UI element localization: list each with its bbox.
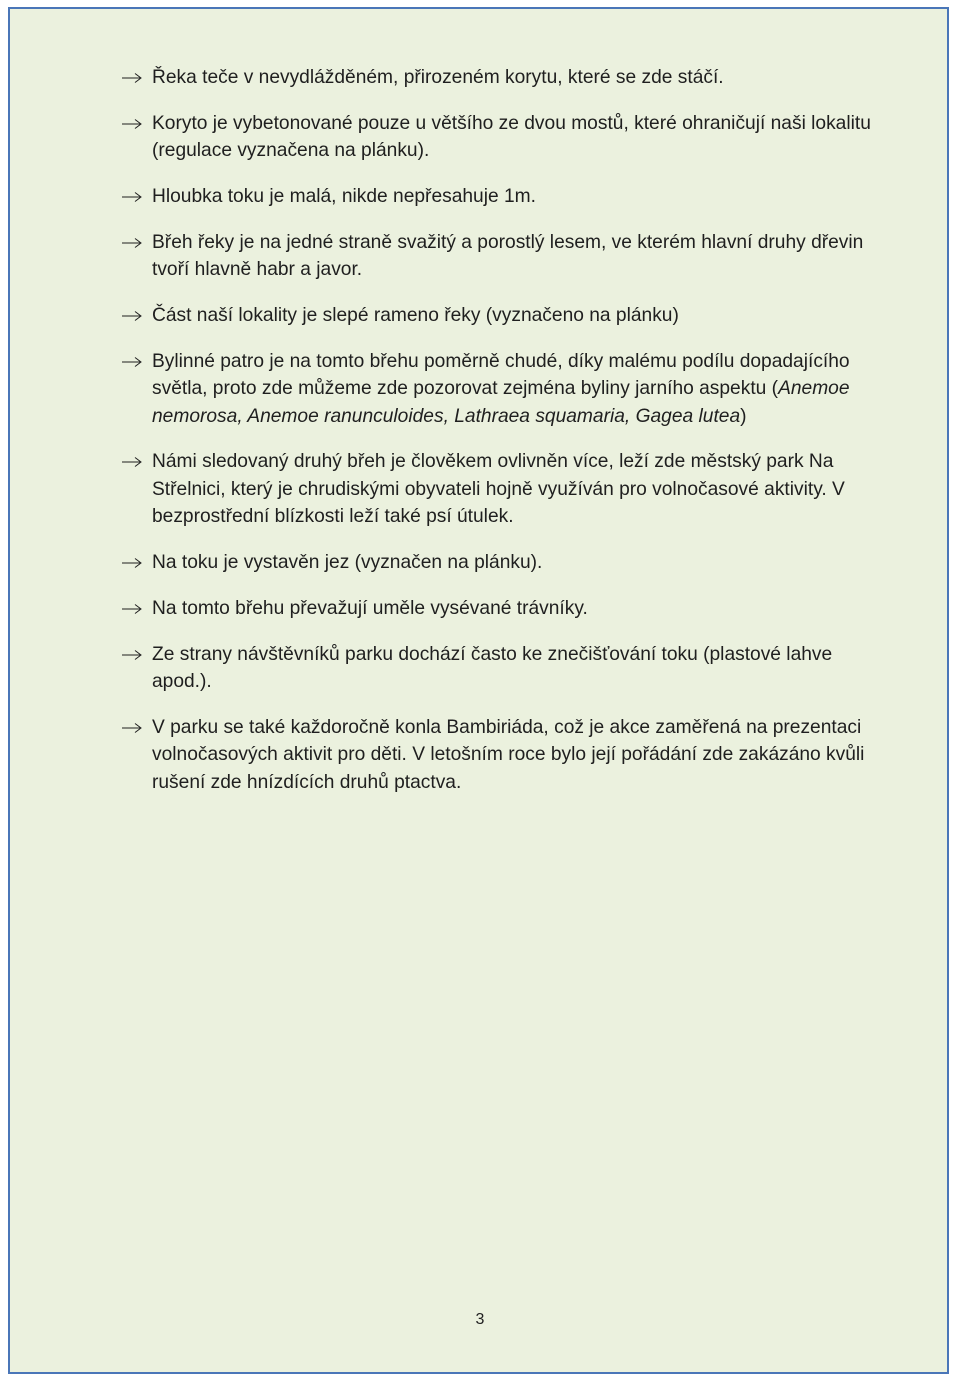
page-number: 3 xyxy=(475,1311,485,1328)
list-item xyxy=(119,595,879,622)
right-arrow-icon xyxy=(121,721,143,735)
right-arrow-icon xyxy=(121,71,143,85)
species-separator: , xyxy=(624,405,636,427)
bullet-list xyxy=(119,64,879,814)
list-item xyxy=(119,549,879,576)
list-item xyxy=(119,110,879,165)
species-separator: , xyxy=(443,405,455,427)
bullet-text: Koryto je vybetonované pouze u většího ze dvou mostů, které ohraničují naši lokalitu (regulace vyznačena na plánku). xyxy=(152,112,871,162)
bullet-text: Břeh řeky je na jedné straně svažitý a porostlý lesem, ve kterém hlavní druhy dřevin tvoří hlavně habr a javor. xyxy=(152,231,864,281)
list-item xyxy=(119,348,879,430)
list-item xyxy=(119,641,879,696)
bullet-text: Hloubka toku je malá, nikde nepřesahuje 1m. xyxy=(152,186,536,207)
bullet-text: Na tomto břehu převažují uměle vysévané trávníky. xyxy=(152,597,588,619)
species-name: Anemoe ranunculoides xyxy=(247,405,444,427)
right-arrow-icon xyxy=(121,648,143,662)
bullet-text: Část naší lokality je slepé rameno řeky (vyznačeno na plánku) xyxy=(152,305,679,326)
right-arrow-icon xyxy=(121,117,143,131)
list-item xyxy=(119,302,879,329)
bullet-text: Na toku je vystavěn jez (vyznačen na plánku). xyxy=(152,552,543,574)
list-item xyxy=(119,448,879,530)
bullet-text: Řeka teče v nevydlážděném, přirozeném korytu, které se zde stáčí. xyxy=(152,67,724,88)
list-item xyxy=(119,64,879,91)
species-separator: , xyxy=(237,405,248,427)
bullet-text: Ze strany návštěvníků parku dochází často ke znečišťování toku (plastové lahve apod.). xyxy=(152,643,833,693)
right-arrow-icon xyxy=(121,556,143,570)
right-arrow-icon xyxy=(121,602,143,616)
bullet-text: Námi sledovaný druhý břeh je člověkem ovlivněn více, leží zde městský park Na Střelnici, který je chrudiskými obyvateli hojně využíván pro volnočasové aktivity. V bezprostřední blízkosti leží také psí útulek. xyxy=(152,451,845,528)
list-item xyxy=(119,183,879,210)
right-arrow-icon xyxy=(121,309,143,323)
bullet-text: Bylinné patro je na tomto břehu poměrně chudé, díky malému podílu dopadajícího světla, proto zde můžeme zde pozorovat zejména byliny jarního aspektu ( xyxy=(152,350,850,400)
bullet-text: ) xyxy=(740,405,747,427)
list-item xyxy=(119,714,879,796)
species-name: Lathraea squamaria xyxy=(454,405,625,427)
species-name: Gagea lutea xyxy=(635,405,741,427)
right-arrow-icon xyxy=(121,455,143,469)
right-arrow-icon xyxy=(121,190,143,204)
species-name: Anemoe nemorosa xyxy=(152,378,850,427)
right-arrow-icon xyxy=(121,236,143,250)
list-item xyxy=(119,229,879,284)
bullet-text: V parku se také každoročně konla Bambiriáda, což je akce zaměřená na prezentaci volnočasových aktivit pro děti. V letošním roce bylo její pořádání zde zakázáno kvůli rušení zde hnízdících druhů ptactva. xyxy=(152,716,865,793)
right-arrow-icon xyxy=(121,355,143,369)
